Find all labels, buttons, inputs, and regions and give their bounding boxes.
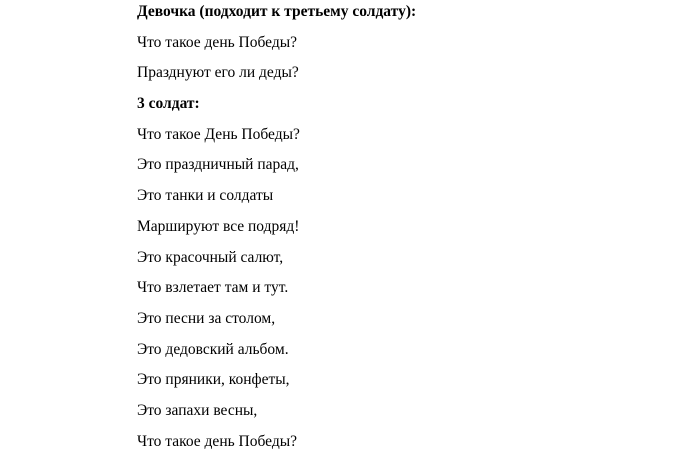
poem-line: Это танки и солдаты: [137, 187, 274, 205]
poem-line: Что такое день Победы?: [137, 432, 298, 450]
speaker-line-soldier-3: 3 солдат:: [137, 95, 200, 113]
poem-line: Это пряники, конфеты,: [137, 371, 290, 389]
poem-line: Это праздничный парад,: [137, 156, 299, 174]
poem-line: Это дедовский альбом.: [137, 340, 289, 358]
poem-line: Это запахи весны,: [137, 401, 258, 419]
poem-line: Это красочный салют,: [137, 248, 284, 266]
poem-line: Маршируют все подряд!: [137, 217, 300, 235]
speaker-line-girl: Девочка (подходит к третьему солдату):: [137, 3, 417, 20]
poem-line: Это песни за столом,: [137, 309, 276, 327]
poem-line: Что такое День Победы?: [137, 125, 300, 143]
poem-line: Что такое день Победы?: [137, 33, 298, 51]
poem-line: Что взлетает там и тут.: [137, 279, 289, 297]
poem-text: [137, 2, 416, 462]
poem-line: Празднуют его ли деды?: [137, 64, 299, 82]
